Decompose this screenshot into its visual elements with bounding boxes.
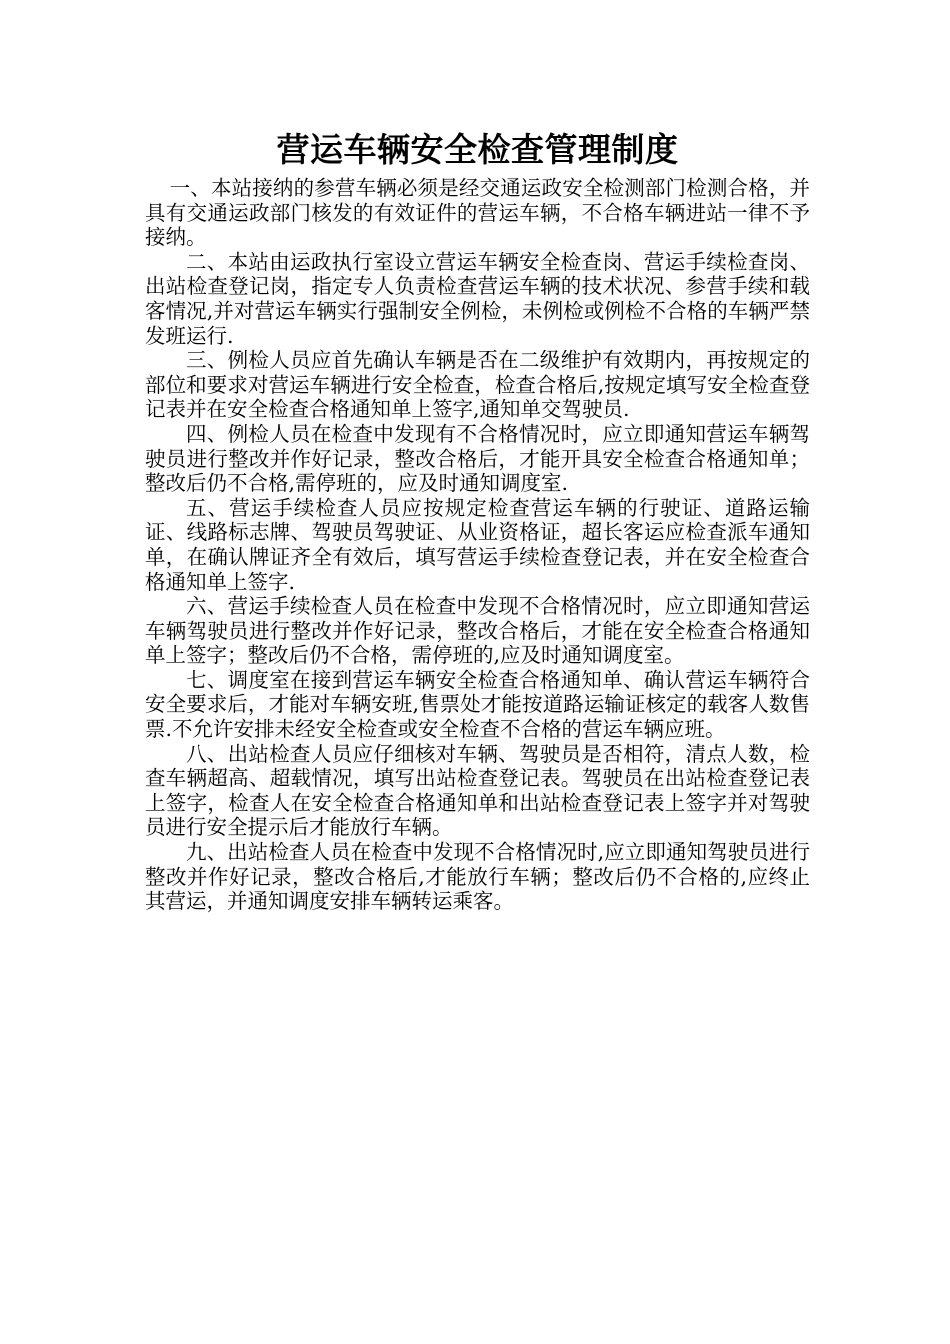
paragraph-2: 二、本站由运政执行室设立营运车辆安全检查岗、营运手续检查岗、出站检查登记岗，指定专人负责检查营运车辆的技术状况、参营手续和载客情况,并对营运车辆实行强制安全例检，未例检或例检不合格的车辆严禁发班运行.	[145, 249, 810, 348]
paragraph-3: 三、例检人员应首先确认车辆是否在二级维护有效期内，再按规定的部位和要求对营运车辆进行安全检查，检查合格后,按规定填写安全检查登记表并在安全检查合格通知单上签字,通知单交驾驶员.	[145, 348, 810, 422]
paragraph-5: 五、营运手续检查人员应按规定检查营运车辆的行驶证、道路运输证、线路标志牌、驾驶员驾驶证、从业资格证，超长客运应检查派车通知单，在确认牌证齐全有效后，填写营运手续检查登记表，并在安全检查合格通知单上签字.	[145, 495, 810, 594]
document-page	[145, 128, 810, 914]
paragraph-9: 九、出站检查人员在检查中发现不合格情况时,应立即通知驾驶员进行整改并作好记录，整改合格后,才能放行车辆；整改后仍不合格的,应终止其营运，并通知调度安排车辆转运乘客。	[145, 840, 810, 914]
paragraph-8: 八、出站检查人员应仔细核对车辆、驾驶员是否相符，清点人数，检查车辆超高、超载情况，填写出站检查登记表。驾驶员在出站检查登记表上签字，检查人在安全检查合格通知单和出站检查登记表上签字并对驾驶员进行安全提示后才能放行车辆。	[145, 741, 810, 840]
document-body	[145, 176, 810, 914]
document-title: 营运车辆安全检查管理制度	[276, 130, 679, 169]
paragraph-7: 七、调度室在接到营运车辆安全检查合格通知单、确认营运车辆符合安全要求后，才能对车辆安班,售票处才能按道路运输证核定的载客人数售票.不允许安排未经安全检查或安全检查不合格的营运车辆应班。	[145, 667, 810, 742]
paragraph-6: 六、营运手续检查人员在检查中发现不合格情况时，应立即通知营运车辆驾驶员进行整改并作好记录，整改合格后，才能在安全检查合格通知单上签字；整改后仍不合格，需停班的,应及时通知调度室。	[145, 594, 810, 668]
paragraph-1: 一、本站接纳的参营车辆必须是经交通运政安全检测部门检测合格，并具有交通运政部门核发的有效证件的营运车辆，不合格车辆进站一律不予接纳。	[145, 176, 810, 250]
paragraph-4: 四、例检人员在检查中发现有不合格情况时，应立即通知营运车辆驾驶员进行整改并作好记录，整改合格后，才能开具安全检查合格通知单；整改后仍不合格,需停班的，应及时通知调度室.	[145, 421, 810, 496]
